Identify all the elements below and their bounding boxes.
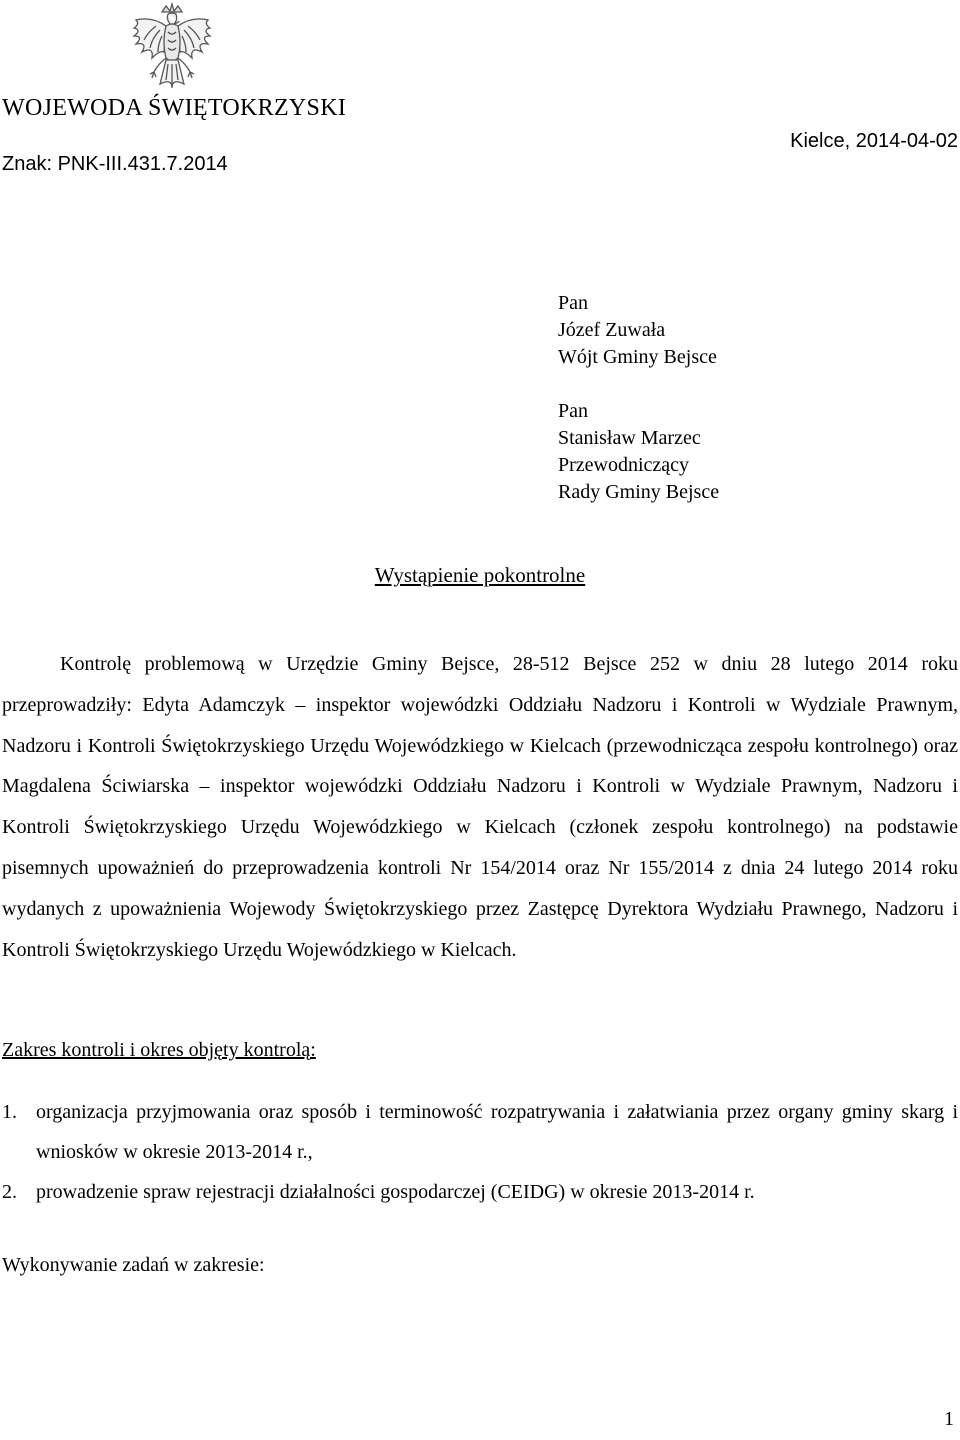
page-number: 1 [944,1408,954,1430]
recipient-role: Przewodniczący [558,454,690,476]
reference-number: Znak: PNK-III.431.7.2014 [2,153,228,175]
list-item [2,1172,958,1212]
scope-list [2,1092,958,1212]
tasks-heading: Wykonywanie zadań w zakresie: [2,1254,265,1276]
recipient-salutation: Pan [558,400,588,422]
recipient-role-continued: Rady Gminy Bejsce [558,481,720,503]
document-title: Wystąpienie pokontrolne [374,563,586,587]
list-item [2,1092,958,1172]
intro-paragraph: Kontrolę problemową w Urzędzie Gminy Bejsce, 28-512 Bejsce 252 w dniu 28 lutego 2014 roku przeprowadziły: Edyta Adamczyk – inspektor wojewódzki Oddziału Nadzoru i Kontroli w Wydziale Prawnym, Nadzoru i Kontroli Świętokrzyskiego Urzędu Wojewódzkiego w Kielcach (przewodnicząca zespołu kontrolnego) oraz Magdalena Ściwiarska – inspektor wojewódzki Oddziału Nadzoru i Kontroli w Wydziale Prawnym, Nadzoru i Kontroli Świętokrzyskiego Urzędu Wojewódzkiego w Kielcach (członek zespołu kontrolnego) na podstawie pisemnych upoważnień do przeprowadzenia kontroli Nr 154/2014 oraz Nr 155/2014 z dnia 24 lutego 2014 roku wydanych z upoważnienia Wojewody Świętokrzyskiego przez Zastępcę Dyrektora Wydziału Prawnego, Nadzoru i Kontroli Świętokrzyskiego Urzędu Wojewódzkiego w Kielcach. [2,653,958,961]
recipient-name: Stanisław Marzec [558,427,701,449]
document-date: Kielce, 2014-04-02 [790,130,958,152]
recipient-block [558,398,719,506]
recipient-role: Wójt Gminy Bejsce [558,346,717,368]
list-item-number: 1. [2,1101,17,1123]
list-item-text: prowadzenie spraw rejestracji działalności gospodarczej (CEIDG) w okresie 2013-2014 r. [36,1181,755,1203]
office-name: WOJEWODA ŚWIĘTOKRZYSKI [2,95,347,121]
recipient-block [558,290,717,371]
polish-eagle-icon [126,2,218,94]
list-item-number: 2. [2,1181,17,1203]
list-item-text: organizacja przyjmowania oraz sposób i terminowość rozpatrywania i załatwiania przez organy gminy skarg i wniosków w okresie 2013-2014 r., [36,1101,958,1163]
recipient-name: Józef Zuwała [558,319,666,341]
scope-heading: Zakres kontroli i okres objęty kontrolą: [2,1039,316,1061]
recipient-salutation: Pan [558,292,588,314]
